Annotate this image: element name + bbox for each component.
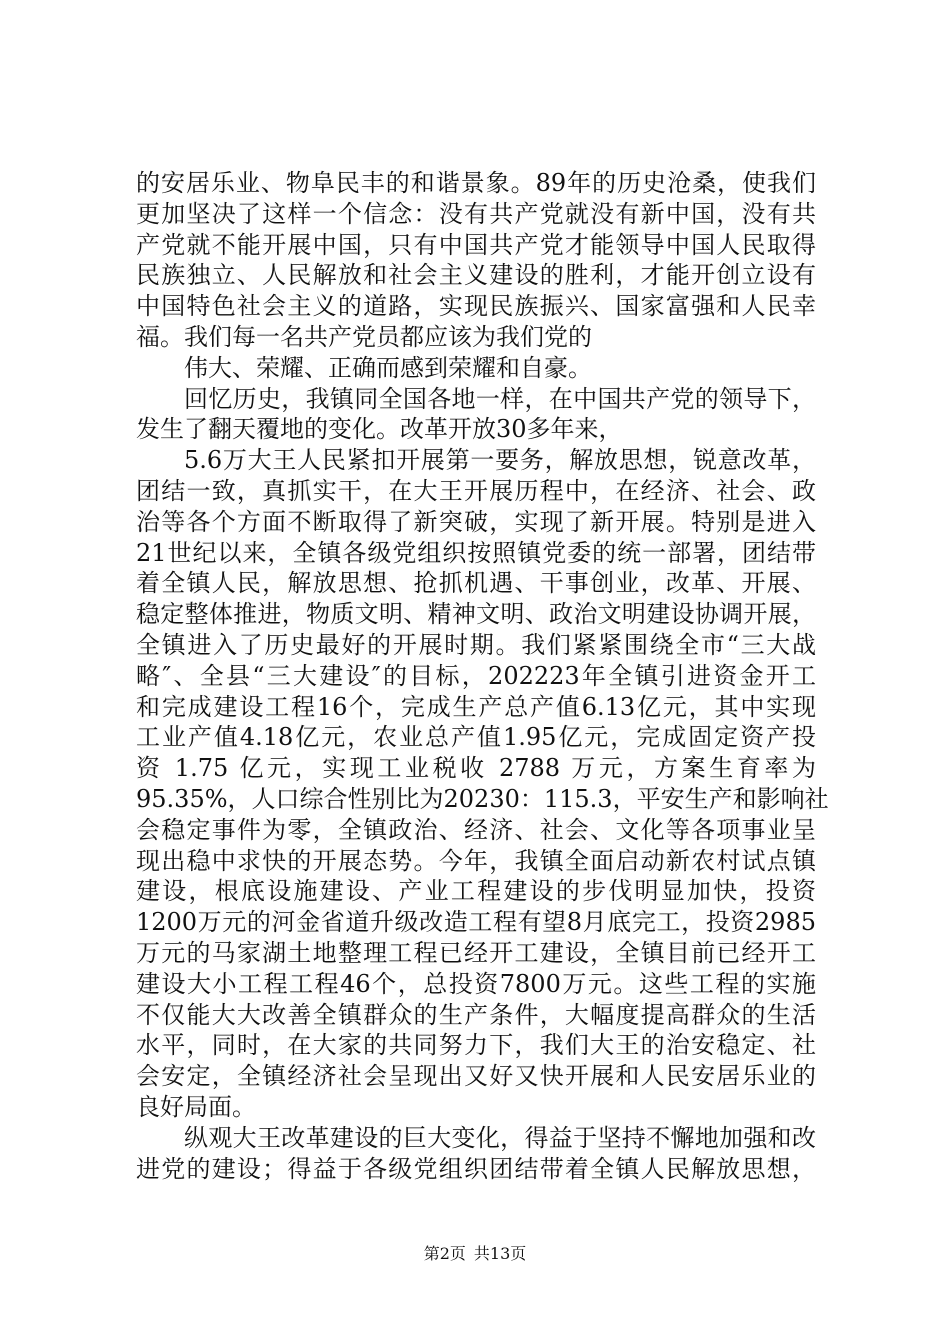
text-line: 全镇进入了历史最好的开展时期。我们紧紧围绕全市“三大战 bbox=[136, 630, 816, 659]
text-line: 资 1.75 亿元，实现工业税收 2788 万元，方案生育率为 bbox=[136, 754, 816, 783]
body-text bbox=[136, 168, 829, 1184]
text-line: 回忆历史，我镇同全国各地一样，在中国共产党的领导下， bbox=[184, 384, 816, 413]
page-number: 第2页 bbox=[423, 1244, 466, 1263]
text-line: 水平，同时，在大家的共同努力下，我们大王的治安稳定、社 bbox=[136, 1031, 816, 1060]
text-line: 不仅能大大改善全镇群众的生产条件，大幅度提高群众的生活 bbox=[136, 1000, 816, 1029]
text-line: 建设大小工程工程46个，总投资7800万元。这些工程的实施 bbox=[136, 969, 816, 998]
text-line: 21世纪以来，全镇各级党组织按照镇党委的统一部署，团结带 bbox=[136, 538, 816, 567]
text-line: 会稳定事件为零，全镇政治、经济、社会、文化等各项事业呈 bbox=[136, 815, 816, 844]
page-footer bbox=[0, 1244, 950, 1264]
text-line: 中国特色社会主义的道路，实现民族振兴、国家富强和人民幸 bbox=[136, 292, 816, 321]
text-line: 福。我们每一名共产党员都应该为我们党的 bbox=[136, 322, 592, 351]
text-line: 工业产值4.18亿元，农业总产值1.95亿元，完成固定资产投 bbox=[136, 723, 816, 752]
text-line: 万元的马家湖土地整理工程已经开工建设，全镇目前已经开工 bbox=[136, 938, 816, 967]
text-line: 5.6万大王人民紧扣开展第一要务，解放思想，锐意改革， bbox=[184, 446, 816, 475]
text-line: 纵观大王改革建设的巨大变化，得益于坚持不懈地加强和改 bbox=[184, 1123, 816, 1152]
text-line: 着全镇人民，解放思想、抢抓机遇、干事创业，改革、开展、 bbox=[136, 569, 816, 598]
text-line: 稳定整体推进，物质文明、精神文明、政治文明建设协调开展， bbox=[136, 600, 816, 629]
text-line: 伟大、荣耀、正确而感到荣耀和自豪。 bbox=[184, 353, 592, 382]
text-line: 1200万元的河金省道升级改造工程有望8月底完工，投资2985 bbox=[136, 908, 816, 937]
text-line: 建设，根底设施建设、产业工程建设的步伐明显加快，投资 bbox=[136, 877, 816, 906]
text-line: 产党就不能开展中国，只有中国共产党才能领导中国人民取得 bbox=[136, 230, 816, 259]
text-line: 的安居乐业、物阜民丰的和谐景象。89年的历史沧桑，使我们 bbox=[136, 169, 816, 197]
text-line: 会安定，全镇经济社会呈现出又好又快开展和人民安居乐业的 bbox=[136, 1062, 816, 1091]
text-line: 民族独立、人民解放和社会主义建设的胜利，才能开创立设有 bbox=[136, 261, 816, 290]
text-line: 发生了翻天覆地的变化。改革开放30多年来， bbox=[136, 415, 623, 444]
page-total: 共13页 bbox=[473, 1244, 527, 1263]
text-line: 良好局面。 bbox=[136, 1092, 256, 1121]
text-line: 更加坚决了这样一个信念：没有共产党就没有新中国，没有共 bbox=[136, 199, 816, 228]
text-line: 95.35%，人口综合性别比为20230：115.3，平安生产和影响社 bbox=[136, 784, 829, 813]
text-line: 治等各个方面不断取得了新突破，实现了新开展。特别是进入 bbox=[136, 507, 816, 536]
text-line: 团结一致，真抓实干，在大王开展历程中，在经济、社会、政 bbox=[136, 476, 816, 505]
text-line: 现出稳中求快的开展态势。今年，我镇全面启动新农村试点镇 bbox=[136, 846, 816, 875]
text-line: 略″、全县“三大建设″的目标，202223年全镇引进资金开工 bbox=[136, 661, 816, 690]
text-line: 进党的建设；得益于各级党组织团结带着全镇人民解放思想， bbox=[136, 1154, 816, 1183]
text-line: 和完成建设工程16个，完成生产总产值6.13亿元，其中实现 bbox=[136, 692, 816, 721]
